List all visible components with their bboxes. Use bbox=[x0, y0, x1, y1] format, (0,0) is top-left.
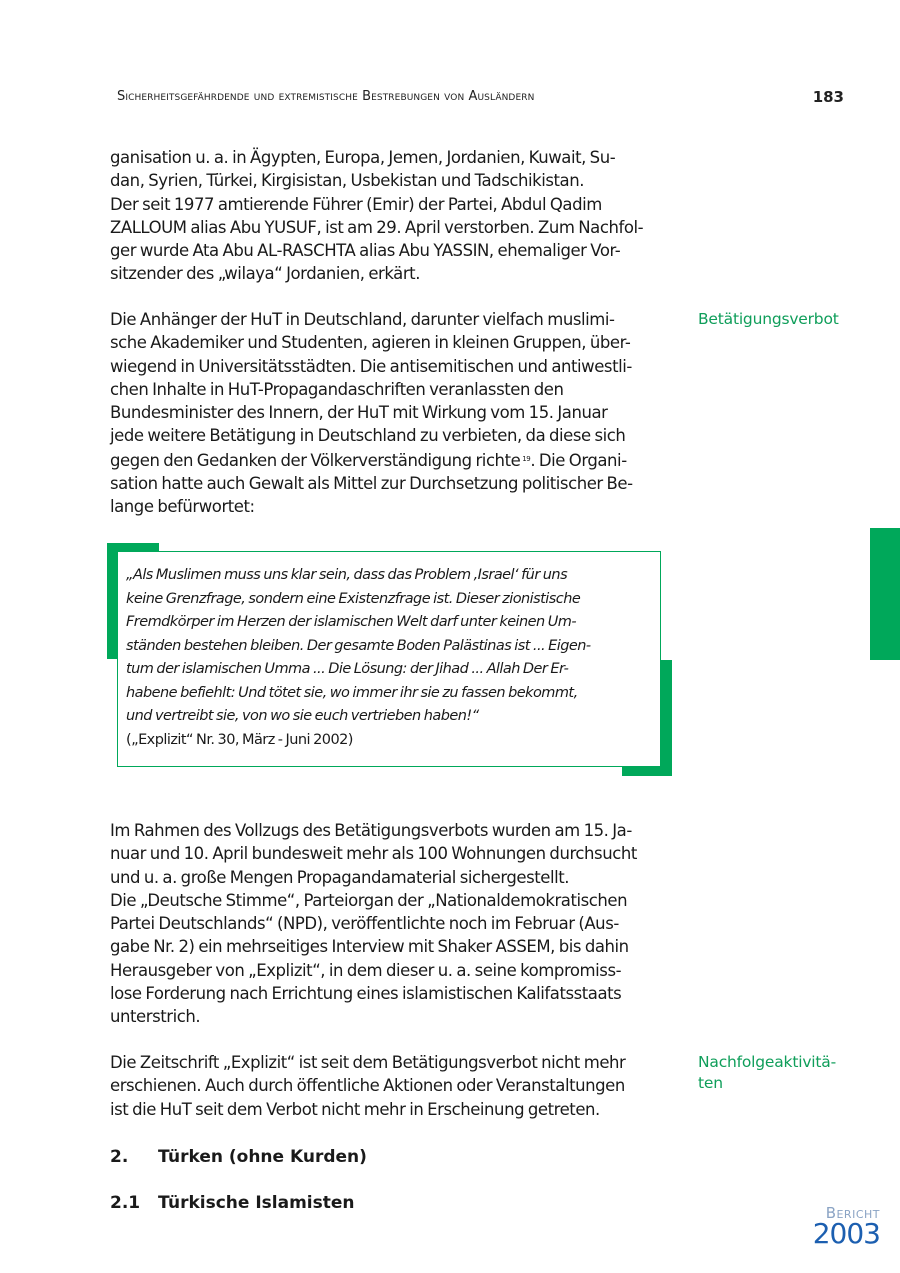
text-line: ganisation u. a. in Ägypten, Europa, Jemen, Jordanien, Kuwait, Su- bbox=[110, 148, 616, 167]
quote-source: („Explizit“ Nr. 30, März - Juni 2002) bbox=[126, 731, 353, 748]
report-logo-year: 2003 bbox=[812, 1217, 880, 1250]
quote-box bbox=[117, 551, 661, 767]
running-header bbox=[117, 89, 677, 104]
text-line: unterstrich. bbox=[110, 1007, 201, 1027]
report-logo bbox=[810, 1204, 880, 1250]
section-heading-2 bbox=[110, 1147, 367, 1167]
text-line: Im Rahmen des Vollzugs des Betätigungsverbots wurden am 15. Ja- bbox=[110, 821, 632, 840]
section-title: Türkische Islamisten bbox=[158, 1193, 355, 1213]
text-segment: . Die Organi- bbox=[530, 450, 627, 470]
text-line: Partei Deutschlands“ (NPD), veröffentlichte noch im Februar (Aus- bbox=[110, 914, 619, 934]
text-line: lange befürwortet: bbox=[110, 497, 255, 517]
text-line: nuar und 10. April bundesweit mehr als 100 Wohnungen durchsucht bbox=[110, 844, 637, 864]
margin-note-nachfolgeaktivitaeten bbox=[698, 1052, 836, 1094]
text-line: Herausgeber von „Explizit“, in dem dieser u. a. seine kompromiss- bbox=[110, 960, 622, 980]
section-number: 2.1 bbox=[110, 1193, 141, 1213]
paragraph-4 bbox=[110, 1051, 676, 1121]
text-line: wiegend in Universitätsstädten. Die antisemitischen und antiwestli- bbox=[110, 356, 632, 376]
paragraph-3 bbox=[110, 819, 676, 1029]
text-line: Die „Deutsche Stimme“, Parteiorgan der „Nationaldemokratischen bbox=[110, 890, 628, 910]
text-line: ZALLOUM alias Abu YUSUF, ist am 29. April verstorben. Zum Nachfol- bbox=[110, 217, 644, 237]
text-line: sation hatte auch Gewalt als Mittel zur Durchsetzung politischer Be- bbox=[110, 474, 633, 494]
chapter-tab-marker bbox=[870, 528, 900, 660]
quote-line: keine Grenzfrage, sondern eine Existenzfrage ist. Dieser zionistische bbox=[126, 590, 581, 607]
quote-line: und vertreibt sie, von wo sie euch vertrieben haben!“ bbox=[126, 708, 479, 724]
text-line: chen Inhalte in HuT-Propagandaschriften veranlassten den bbox=[110, 379, 564, 399]
text-line: Der seit 1977 amtierende Führer (Emir) der Partei, Abdul Qadim bbox=[110, 194, 602, 214]
section-heading-2-1 bbox=[110, 1193, 355, 1213]
text-line: sitzender des „wilaya“ Jordanien, erkärt. bbox=[110, 264, 420, 284]
text-line: Die Zeitschrift „Explizit“ ist seit dem Betätigungsverbot nicht mehr bbox=[110, 1053, 626, 1072]
section-title: Türken (ohne Kurden) bbox=[158, 1147, 367, 1167]
quote-line: Fremdkörper im Herzen der islamischen Welt darf unter keinen Um- bbox=[126, 614, 577, 630]
text-line: sche Akademiker und Studenten, agieren in kleinen Gruppen, über- bbox=[110, 333, 631, 353]
text-line: gabe Nr. 2) ein mehrseitiges Interview mit Shaker ASSEM, bis dahin bbox=[110, 937, 629, 957]
text-segment: gegen den Gedanken der Völkerverständigung richte bbox=[110, 450, 521, 470]
page-number: 183 bbox=[812, 88, 844, 106]
text-line: Bundesminister des Innern, der HuT mit Wirkung vom 15. Januar bbox=[110, 403, 608, 423]
quote-line: ständen bestehen bleiben. Der gesamte Boden Palästinas ist ... Eigen- bbox=[126, 637, 591, 654]
text-line: dan, Syrien, Türkei, Kirgisistan, Usbekistan und Tadschikistan. bbox=[110, 171, 585, 191]
paragraph-1 bbox=[110, 146, 676, 286]
report-logo-word: Bericht bbox=[825, 1204, 880, 1222]
margin-note-line: ten bbox=[698, 1074, 723, 1092]
text-line: ger wurde Ata Abu AL-RASCHTA alias Abu YASSIN, ehemaliger Vor- bbox=[110, 241, 621, 261]
text-line: ist die HuT seit dem Verbot nicht mehr in Erscheinung getreten. bbox=[110, 1099, 600, 1119]
running-header-title: Sicherheitsgefährdende und extremistische Bestrebungen von Ausländern bbox=[117, 89, 535, 104]
quote-line: „Als Muslimen muss uns klar sein, dass das Problem ‚Israel‘ für uns bbox=[126, 567, 568, 583]
margin-note-betaetigungsverbot: Betätigungsverbot bbox=[698, 310, 839, 328]
text-line: erschienen. Auch durch öffentliche Aktionen oder Veranstaltungen bbox=[110, 1076, 625, 1096]
text-line bbox=[110, 448, 676, 472]
margin-note-line: Nachfolgeaktivitä- bbox=[698, 1053, 836, 1071]
text-line: Die Anhänger der HuT in Deutschland, darunter vielfach muslimi- bbox=[110, 310, 615, 329]
text-line: und u. a. große Mengen Propagandamaterial sichergestellt. bbox=[110, 867, 570, 887]
text-line: lose Forderung nach Errichtung eines islamistischen Kalifatsstaats bbox=[110, 984, 622, 1004]
paragraph-2 bbox=[110, 308, 676, 519]
section-number: 2. bbox=[110, 1147, 129, 1167]
quote-line: tum der islamischen Umma ... Die Lösung: der Jihad ... Allah Der Er- bbox=[126, 661, 569, 677]
quote-line: habene befiehlt: Und tötet sie, wo immer ihr sie zu fassen bekommt, bbox=[126, 684, 578, 701]
footnote-reference[interactable]: 19 bbox=[522, 454, 531, 463]
text-line: jede weitere Betätigung in Deutschland zu verbieten, da diese sich bbox=[110, 426, 626, 446]
